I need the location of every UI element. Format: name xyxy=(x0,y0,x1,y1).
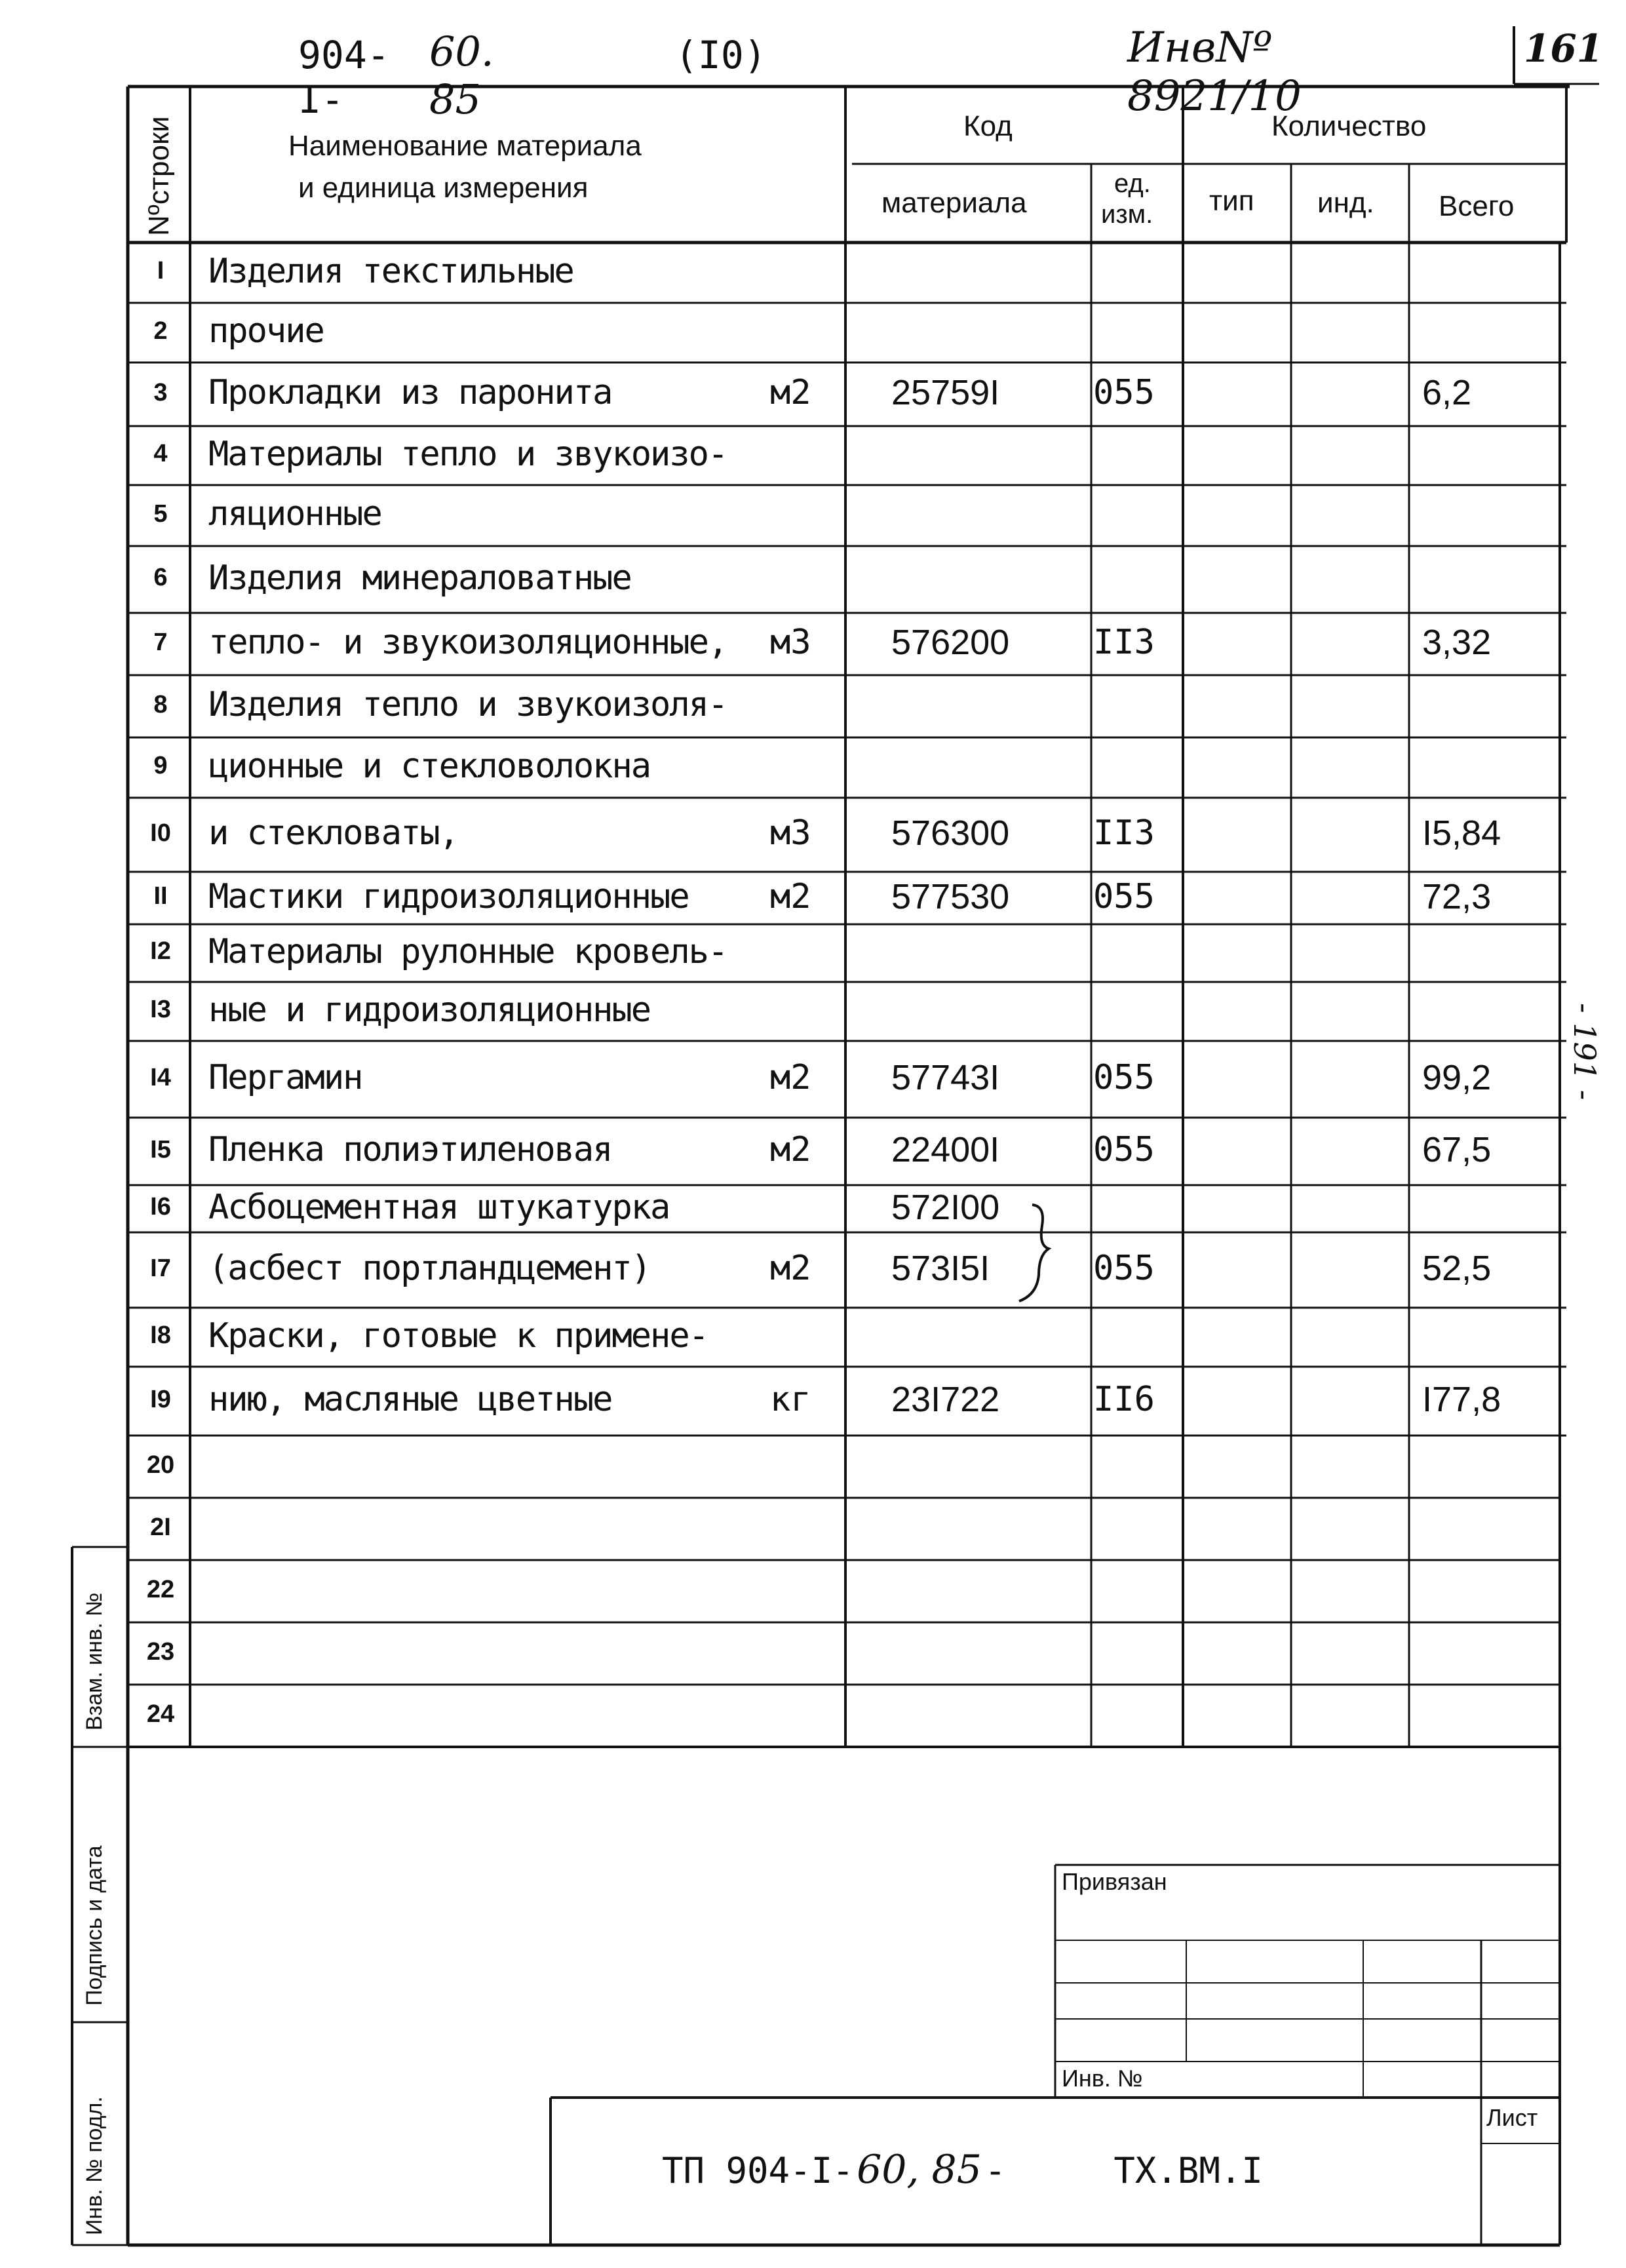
title-doc-suffix: ТХ.ВМ.I xyxy=(1113,2150,1263,2191)
material-unit: м2 xyxy=(770,1249,811,1289)
title-doc-prefix: ТП 904-I- xyxy=(662,2150,854,2191)
row-number: I2 xyxy=(150,937,171,966)
row-number: II xyxy=(153,882,168,910)
material-code: 25759I xyxy=(891,373,1000,413)
sheet-number: (I0) xyxy=(675,33,767,77)
quantity-total: I5,84 xyxy=(1422,813,1501,853)
row-number: 8 xyxy=(153,690,168,718)
row-number: 20 xyxy=(146,1451,175,1479)
material-name: ционные и стекловолокна xyxy=(208,746,651,786)
row-number: I7 xyxy=(150,1254,171,1282)
material-unit: м2 xyxy=(770,1130,811,1170)
material-code: 57743I xyxy=(891,1058,1000,1098)
material-unit: м2 xyxy=(770,373,811,413)
material-name: и стекловаты, xyxy=(208,813,458,853)
row-number: 2 xyxy=(153,317,168,345)
material-name: тепло- и звукоизоляционные, xyxy=(208,623,727,663)
material-code: 576200 xyxy=(891,623,1010,663)
material-name: Материалы рулонные кровель- xyxy=(208,931,727,971)
name-header-line2: и единица измерения xyxy=(298,172,589,204)
unit-code: 055 xyxy=(1093,1058,1155,1098)
code-unit-header-line1: ед. xyxy=(1114,169,1151,198)
unit-code: 055 xyxy=(1093,1130,1155,1170)
material-unit: кг xyxy=(770,1380,811,1420)
code-group-header: Код xyxy=(963,110,1013,142)
material-code: 572I00 xyxy=(891,1187,1000,1227)
material-name: ные и гидроизоляционные xyxy=(208,990,651,1030)
material-name: Пергамин xyxy=(208,1058,362,1098)
unit-code: 055 xyxy=(1093,1249,1155,1289)
unit-code: 055 xyxy=(1093,876,1155,916)
material-unit: м2 xyxy=(770,876,811,916)
row-number: I5 xyxy=(150,1135,171,1163)
quantity-group-header: Количество xyxy=(1271,110,1427,142)
material-name: Изделия минераловатные xyxy=(208,558,631,598)
material-name: Пленка полиэтиленовая xyxy=(208,1130,612,1170)
row-number: I xyxy=(157,257,165,285)
unit-code: II6 xyxy=(1093,1380,1155,1420)
material-code: 573I5I xyxy=(891,1249,990,1289)
material-name: нию, масляные цветные xyxy=(208,1380,612,1420)
material-name: Мастики гидроизоляционные xyxy=(208,876,689,916)
quantity-total: 67,5 xyxy=(1422,1130,1492,1170)
material-unit: м2 xyxy=(770,1058,811,1098)
row-number: I0 xyxy=(150,819,171,847)
quantity-type-header: тип xyxy=(1209,185,1254,217)
material-unit: м3 xyxy=(770,813,811,853)
quantity-total: 6,2 xyxy=(1422,373,1472,413)
page-number-handwritten: 161 xyxy=(1524,26,1604,71)
row-number-header: Nºстроки xyxy=(143,116,175,236)
quantity-total: 99,2 xyxy=(1422,1058,1492,1098)
quantity-total: 52,5 xyxy=(1422,1249,1492,1289)
material-code: 23I722 xyxy=(891,1380,1000,1420)
row-number: 24 xyxy=(146,1700,175,1728)
material-name: Прокладки из паронита xyxy=(208,373,612,413)
row-number: 22 xyxy=(146,1575,175,1603)
unit-code: II3 xyxy=(1093,623,1155,663)
quantity-ind-header: инд. xyxy=(1317,187,1374,219)
stamp-vzam-inv: Взам. инв. № xyxy=(82,1592,107,1730)
code-material-header: материала xyxy=(881,187,1027,219)
privyazan-label: Привязан xyxy=(1062,1868,1167,1895)
inventory-number-handwritten: ИнвNº 8921/10 xyxy=(1127,24,1302,121)
code-unit-header-line2: изм. xyxy=(1101,200,1153,229)
row-number: I6 xyxy=(150,1193,171,1221)
row-number: I4 xyxy=(150,1063,171,1091)
row-number: 9 xyxy=(153,752,168,780)
row-number: 4 xyxy=(153,440,168,468)
row-number: 6 xyxy=(153,564,168,592)
material-code: 576300 xyxy=(891,813,1010,853)
row-number: 7 xyxy=(153,628,168,656)
material-name: ляционные xyxy=(208,494,381,534)
quantity-total: 72,3 xyxy=(1422,876,1492,916)
row-number: I3 xyxy=(150,996,171,1024)
material-unit: м3 xyxy=(770,623,811,663)
stamp-inv-podl: Инв. № подл. xyxy=(82,2096,107,2235)
name-header-line1: Наименование материала xyxy=(288,130,642,162)
material-name: прочие xyxy=(208,311,324,351)
row-number: 3 xyxy=(153,378,168,406)
material-name: Изделия тепло и звукоизоля- xyxy=(208,685,727,725)
row-number: 2I xyxy=(150,1513,171,1541)
title-doc-handwritten: 60, 85 xyxy=(857,2147,982,2193)
material-name: (асбест портландцемент) xyxy=(208,1249,651,1289)
title-document-code xyxy=(662,2147,1263,2193)
stamp-podpis-data: Подпись и дата xyxy=(82,1845,107,2006)
inventory-label: Инв. № xyxy=(1062,2065,1143,2092)
doc-code-handwritten: 60. 85 xyxy=(429,28,494,123)
unit-code: II3 xyxy=(1093,813,1155,853)
doc-code: 904-I- xyxy=(298,33,390,122)
margin-page-note: - 191 - xyxy=(1567,1003,1602,1101)
material-name: Материалы тепло и звукоизо- xyxy=(208,434,727,474)
quantity-total: I77,8 xyxy=(1422,1380,1501,1420)
quantity-total-header: Всего xyxy=(1439,190,1515,222)
row-number: 5 xyxy=(153,499,168,528)
row-number: I8 xyxy=(150,1321,171,1350)
row-number: 23 xyxy=(146,1637,175,1666)
row-number: I9 xyxy=(150,1385,171,1413)
material-code: 577530 xyxy=(891,876,1010,916)
material-name: Асбоцементная штукатурка xyxy=(208,1187,670,1227)
material-name: Краски, готовые к примене- xyxy=(208,1316,708,1356)
sheet-label: Лист xyxy=(1486,2104,1538,2131)
material-name: Изделия текстильные xyxy=(208,251,573,291)
quantity-total: 3,32 xyxy=(1422,623,1492,663)
material-code: 22400I xyxy=(891,1130,1000,1170)
title-doc-dash: - xyxy=(984,2150,1006,2191)
unit-code: 055 xyxy=(1093,373,1155,413)
